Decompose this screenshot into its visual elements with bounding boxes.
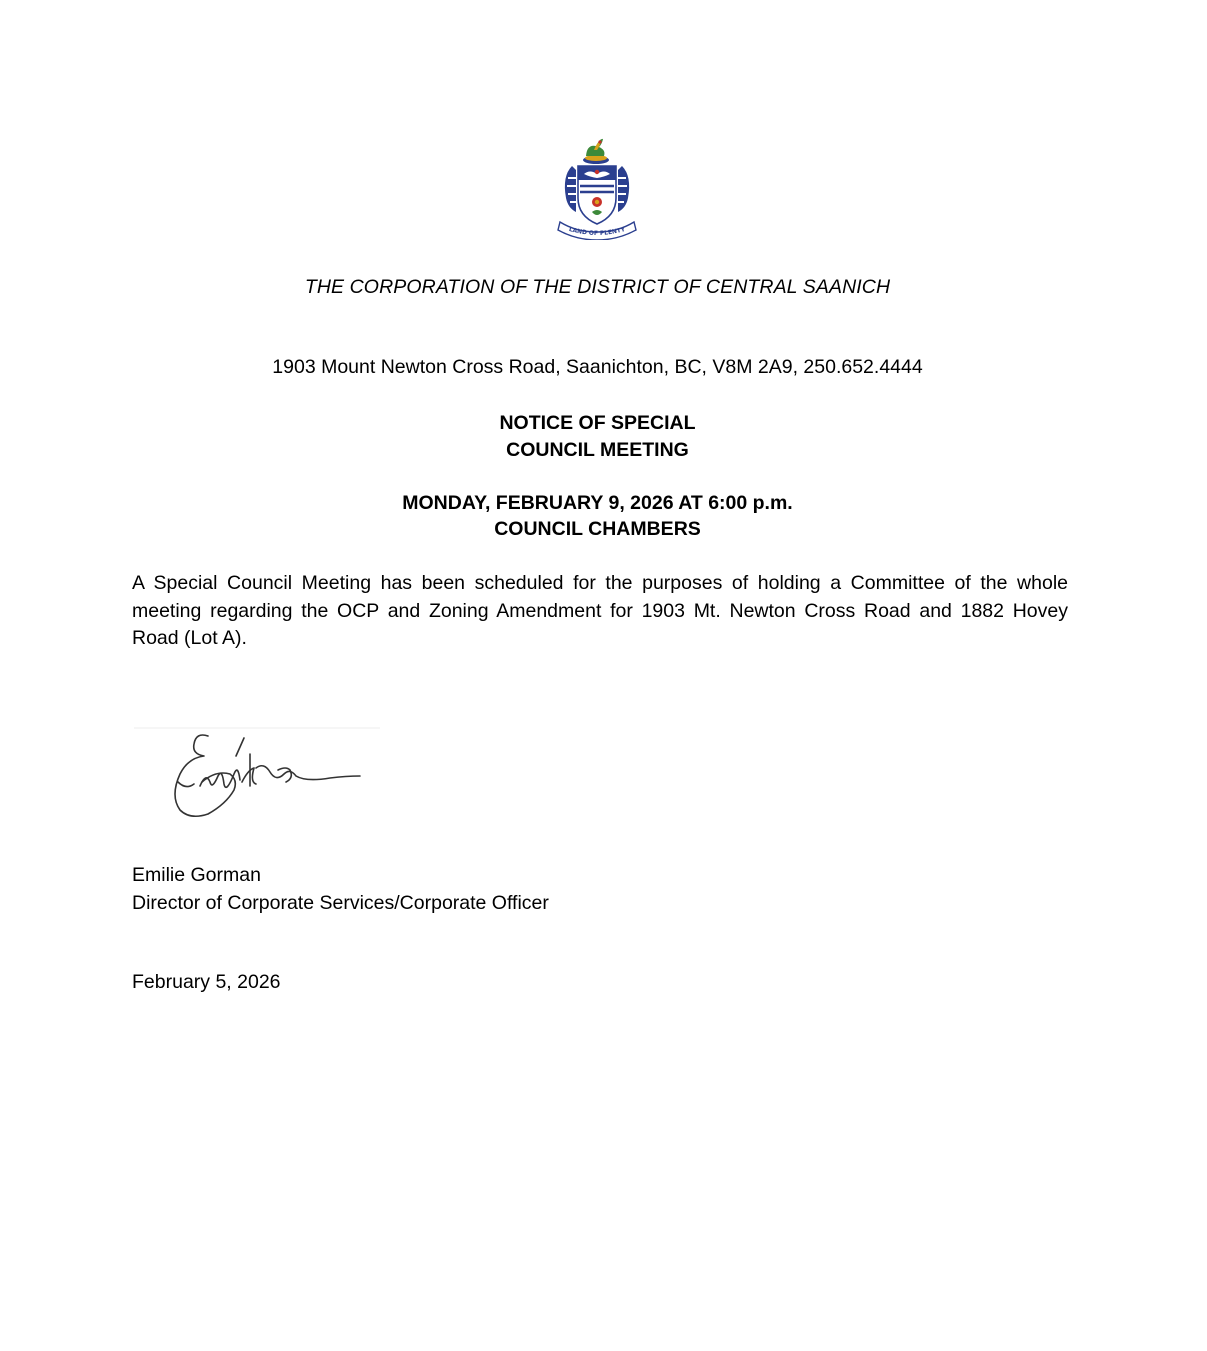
notice-title — [0, 410, 1195, 464]
notice-body: A Special Council Meeting has been scheduled for the purposes of holding a Committee of the whole meeting regarding the OCP and Zoning Amendment for 1903 Mt. Newton Cross Road and 1882 Hovey Road (Lot A). — [132, 572, 1068, 649]
notice-title-line2: COUNCIL MEETING — [506, 439, 689, 461]
handwritten-signature — [130, 724, 385, 830]
crest-motto: LAND OF PLENTY — [568, 225, 626, 238]
organization-name: THE CORPORATION OF THE DISTRICT OF CENTRAL SAANICH — [304, 276, 891, 298]
signer-name: Emilie Gorman — [132, 864, 261, 886]
signer-block — [132, 862, 549, 917]
meeting-details — [0, 490, 1195, 542]
notice-title-line1: NOTICE OF SPECIAL — [499, 412, 696, 434]
meeting-datetime: MONDAY, FEBRUARY 9, 2026 AT 6:00 p.m. — [402, 492, 793, 514]
notice-date: February 5, 2026 — [132, 971, 281, 993]
signer-title: Director of Corporate Services/Corporate Officer — [132, 891, 549, 914]
meeting-location: COUNCIL CHAMBERS — [494, 518, 701, 540]
organization-address: 1903 Mount Newton Cross Road, Saanichton, BC, V8M 2A9, 250.652.4444 — [272, 356, 923, 378]
district-crest-icon — [556, 136, 638, 240]
